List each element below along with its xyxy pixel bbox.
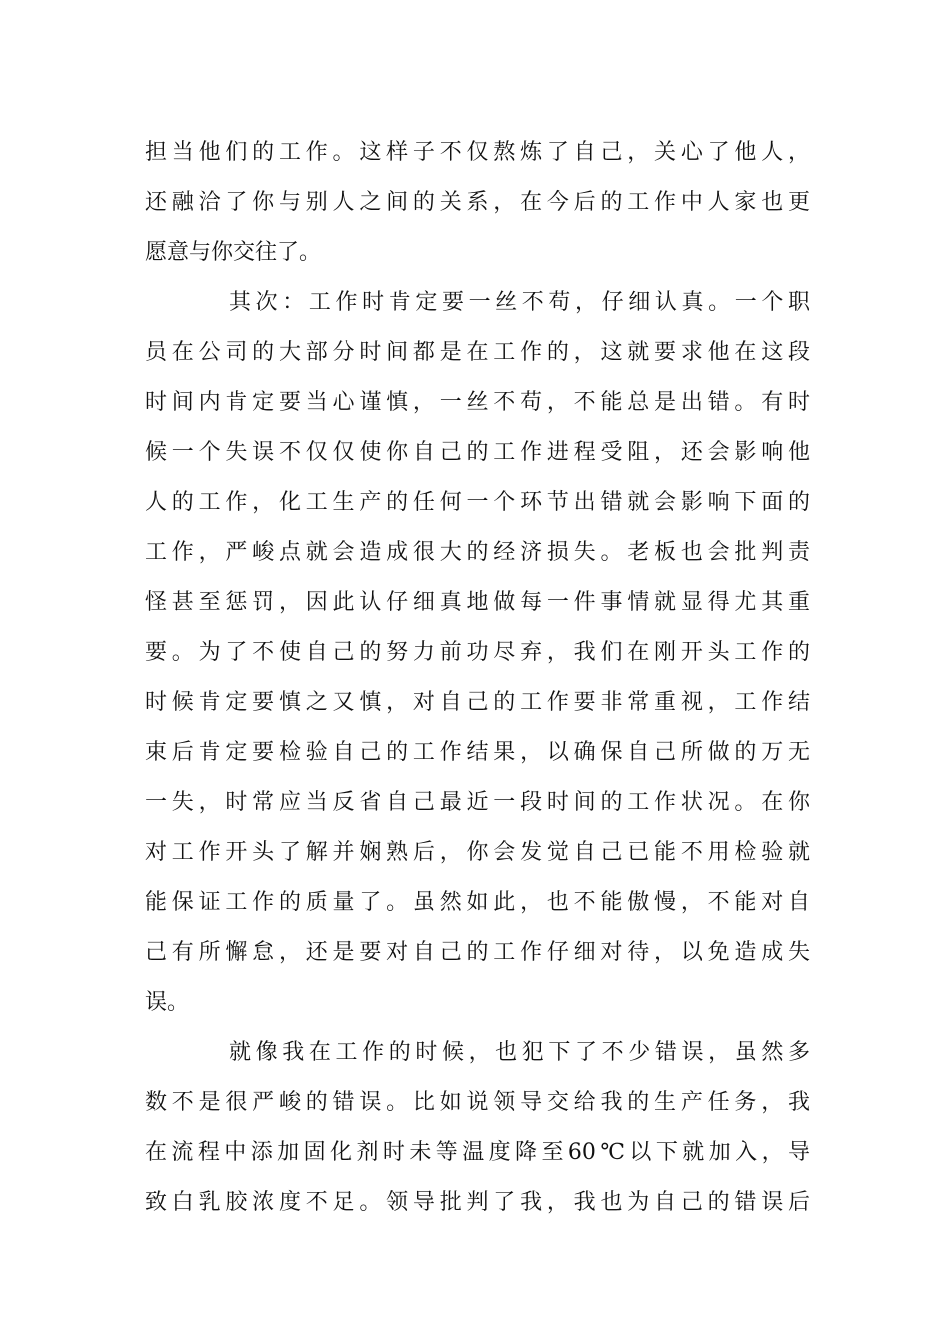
text-line: 致白乳胶浓度不足。领导批判了我，我也为自己的错误后 bbox=[145, 1190, 810, 1215]
text-line: 人的工作，化工生产的任何一个环节出错就会影响下面的 bbox=[145, 490, 810, 515]
text-line: 还融洽了你与别人之间的关系，在今后的工作中人家也更 bbox=[145, 190, 810, 215]
paragraph-2 bbox=[145, 278, 810, 1028]
text-line: 员在公司的大部分时间都是在工作的，这就要求他在这段 bbox=[145, 340, 810, 365]
text-line: 要。为了不使自己的努力前功尽弃，我们在刚开头工作的 bbox=[145, 640, 810, 665]
text-line: 束后肯定要检验自己的工作结果，以确保自己所做的万无 bbox=[145, 740, 810, 765]
document-body bbox=[145, 128, 810, 1228]
text-line: 误。 bbox=[145, 990, 190, 1015]
text-line: 在流程中添加固化剂时未等温度降至60℃以下就加入，导 bbox=[145, 1140, 810, 1165]
text-line: 对工作开头了解并娴熟后，你会发觉自己已能不用检验就 bbox=[145, 840, 810, 865]
paragraph-3 bbox=[145, 1028, 810, 1228]
text-line: 能保证工作的质量了。虽然如此，也不能傲慢，不能对自 bbox=[145, 890, 810, 915]
text-line: 愿意与你交往了。 bbox=[145, 240, 322, 265]
text-line: 其次：工作时肯定要一丝不苟，仔细认真。一个职 bbox=[229, 290, 810, 315]
text-line: 时候肯定要慎之又慎，对自己的工作要非常重视，工作结 bbox=[145, 690, 810, 715]
text-line: 己有所懈怠，还是要对自己的工作仔细对待，以免造成失 bbox=[145, 940, 810, 965]
text-line: 担当他们的工作。这样子不仅熬炼了自己，关心了他人， bbox=[145, 140, 810, 165]
text-line: 就像我在工作的时候，也犯下了不少错误，虽然多 bbox=[229, 1040, 810, 1065]
text-line: 候一个失误不仅仅使你自己的工作进程受阻，还会影响他 bbox=[145, 440, 810, 465]
text-line: 数不是很严峻的错误。比如说领导交给我的生产任务，我 bbox=[145, 1090, 810, 1115]
text-line: 一失，时常应当反省自己最近一段时间的工作状况。在你 bbox=[145, 790, 810, 815]
text-line: 工作，严峻点就会造成很大的经济损失。老板也会批判责 bbox=[145, 540, 810, 565]
paragraph-1 bbox=[145, 128, 810, 278]
text-line: 怪甚至惩罚，因此认仔细真地做每一件事情就显得尤其重 bbox=[145, 590, 810, 615]
text-line: 时间内肯定要当心谨慎，一丝不苟，不能总是出错。有时 bbox=[145, 390, 810, 415]
